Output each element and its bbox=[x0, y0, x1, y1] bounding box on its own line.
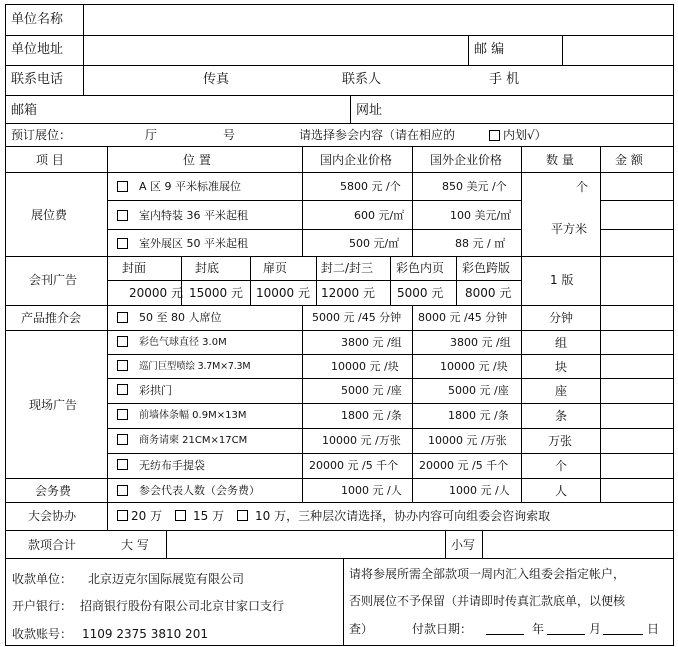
pay-day-field[interactable] bbox=[603, 618, 643, 635]
booth-row-2-name: 室内特装 36 平米起租 bbox=[139, 209, 248, 222]
pay-day-label: 日 bbox=[647, 622, 660, 636]
onsite-row-5-unit: 万张 bbox=[548, 434, 573, 448]
pay-year-label: 年 bbox=[532, 622, 545, 636]
payee-bank-label: 开户银行： bbox=[12, 599, 73, 613]
unit-address-label: 单位地址 bbox=[11, 42, 64, 57]
onsite-row-1-name: 彩色气球直径 3.0M bbox=[139, 337, 227, 348]
rule bbox=[5, 4, 6, 646]
col-domestic-price: 国内企业价格 bbox=[320, 153, 393, 167]
booth-row-1-name: A 区 9 平米标准展位 bbox=[139, 180, 242, 193]
onsite-row-4-foreign: 1800 元 /条 bbox=[448, 409, 509, 422]
journal-ad-price-1: 20000 元 bbox=[129, 286, 183, 300]
rule bbox=[108, 280, 521, 281]
booth-row-3-foreign: 88 元 / ㎡ bbox=[455, 237, 506, 250]
onsite-row-6-foreign: 20000 元 /5 千个 bbox=[419, 459, 509, 472]
rule bbox=[302, 146, 303, 257]
onsite-row-6-checkbox[interactable] bbox=[117, 459, 128, 470]
rule bbox=[108, 229, 521, 230]
checkbox-sample-icon bbox=[489, 130, 500, 141]
cohost-20w-checkbox[interactable] bbox=[117, 510, 128, 521]
promo-domestic: 5000 元 /45 分钟 bbox=[312, 311, 402, 324]
conference-fee-name: 参会代表人数（会务费） bbox=[139, 484, 260, 497]
fax-label: 传真 bbox=[203, 72, 230, 87]
onsite-row-6-domestic: 20000 元 /5 千个 bbox=[309, 459, 399, 472]
rule bbox=[5, 146, 674, 147]
col-foreign-price: 国外企业价格 bbox=[430, 153, 503, 167]
onsite-row-3-domestic: 5000 元 /座 bbox=[341, 384, 402, 397]
onsite-row-1-checkbox[interactable] bbox=[117, 336, 128, 347]
journal-ad-price-6: 8000 元 bbox=[465, 286, 512, 300]
onsite-row-5-name: 商务请柬 21CM×17CM bbox=[139, 435, 248, 446]
onsite-row-3-foreign: 5000 元 /座 bbox=[448, 384, 509, 397]
journal-ad-header-6: 彩色跨版 bbox=[462, 261, 511, 275]
conference-fee-checkbox[interactable] bbox=[117, 485, 128, 496]
onsite-row-2-domestic: 10000 元 /块 bbox=[331, 360, 399, 373]
col-amount: 金 额 bbox=[615, 153, 643, 167]
rule bbox=[412, 146, 413, 257]
journal-ad-price-4: 12000 元 bbox=[321, 286, 375, 300]
onsite-row-4-domestic: 1800 元 /条 bbox=[341, 409, 402, 422]
rule bbox=[5, 330, 674, 331]
journal-ad-header-3: 扉页 bbox=[263, 261, 288, 275]
promo-unit: 分钟 bbox=[549, 311, 574, 325]
contact-person-label: 联系人 bbox=[342, 72, 382, 87]
rule bbox=[107, 146, 108, 530]
col-quantity: 数 量 bbox=[546, 153, 574, 167]
cohost-15w-checkbox[interactable] bbox=[175, 510, 186, 521]
cohost-15w-label: 15 万 bbox=[193, 509, 225, 523]
rule bbox=[5, 172, 674, 173]
onsite-row-6-name: 无纺布手提袋 bbox=[139, 459, 205, 472]
booth-row-2-foreign: 100 美元/㎡ bbox=[450, 209, 512, 222]
rule bbox=[600, 146, 601, 503]
mobile-label: 手 机 bbox=[489, 72, 520, 87]
rule bbox=[600, 229, 674, 230]
rule bbox=[390, 256, 391, 306]
journal-ad-header-5: 彩色内页 bbox=[396, 261, 445, 275]
journal-ad-header-2: 封底 bbox=[195, 261, 220, 275]
conference-fee-domestic: 1000 元 /人 bbox=[341, 484, 402, 497]
onsite-row-2-unit: 块 bbox=[555, 360, 568, 374]
rule bbox=[108, 428, 674, 429]
booth-row-2-checkbox[interactable] bbox=[117, 210, 128, 221]
total-lower-field[interactable] bbox=[483, 531, 673, 558]
rule bbox=[5, 65, 674, 66]
rule bbox=[108, 200, 521, 201]
promo-label: 产品推介会 bbox=[21, 311, 82, 325]
rule bbox=[5, 478, 674, 479]
selection-instruction-tail: 内划√） bbox=[503, 128, 547, 142]
rule bbox=[108, 453, 674, 454]
journal-ad-price-2: 15000 元 bbox=[189, 286, 243, 300]
notice-line-3: 查） bbox=[349, 622, 374, 636]
conference-fee-label: 会务费 bbox=[35, 484, 72, 498]
contact-phone-label: 联系电话 bbox=[11, 72, 64, 87]
booth-unit-piece: 个 bbox=[576, 180, 589, 194]
payee-unit-value: 北京迈克尔国际展览有限公司 bbox=[88, 572, 245, 586]
onsite-row-6-unit: 个 bbox=[555, 459, 568, 473]
rule bbox=[108, 378, 674, 379]
onsite-row-4-checkbox[interactable] bbox=[117, 409, 128, 420]
rule bbox=[5, 123, 674, 124]
onsite-row-2-foreign: 10000 元 /块 bbox=[440, 360, 508, 373]
unit-address-field[interactable] bbox=[84, 36, 468, 65]
onsite-row-3-unit: 座 bbox=[555, 384, 568, 398]
journal-ad-price-5: 5000 元 bbox=[397, 286, 444, 300]
pay-date-label: 付款日期： bbox=[412, 622, 473, 636]
journal-ad-price-3: 10000 元 bbox=[256, 286, 310, 300]
rule bbox=[521, 146, 522, 503]
journal-ad-header-1: 封面 bbox=[122, 261, 147, 275]
conference-fee-unit: 人 bbox=[555, 484, 568, 498]
email-label: 邮箱 bbox=[11, 103, 38, 118]
rule bbox=[600, 200, 674, 201]
onsite-row-4-name: 前墙体条幅 0.9M×13M bbox=[139, 410, 247, 421]
rule bbox=[108, 354, 674, 355]
rule bbox=[5, 502, 674, 503]
rule bbox=[468, 35, 469, 66]
unit-name-field[interactable] bbox=[84, 5, 673, 35]
cohost-10w-checkbox[interactable] bbox=[237, 510, 248, 521]
onsite-row-4-unit: 条 bbox=[555, 409, 568, 423]
email-field[interactable] bbox=[60, 96, 350, 123]
payee-unit-label: 收款单位： bbox=[12, 572, 73, 586]
rule bbox=[5, 256, 674, 257]
booth-row-1-domestic: 5800 元 /个 bbox=[340, 180, 401, 193]
cohost-10w-label: 10 万，三种层次请选择，协办内容可向组委会咨询索取 bbox=[255, 509, 551, 523]
onsite-row-1-domestic: 3800 元 /组 bbox=[341, 336, 402, 349]
payee-bank-value: 招商银行股份有限公司北京甘家口支行 bbox=[80, 599, 285, 613]
total-label: 款项合计 bbox=[28, 538, 77, 552]
payee-account-label: 收款账号： bbox=[12, 627, 73, 641]
booth-row-3-name: 室外展区 50 平米起租 bbox=[139, 237, 248, 250]
rule bbox=[5, 645, 674, 646]
website-field[interactable] bbox=[400, 96, 673, 123]
col-item: 项 目 bbox=[36, 153, 64, 167]
total-upper-field[interactable] bbox=[167, 531, 445, 558]
rule bbox=[673, 4, 674, 646]
unit-name-label: 单位名称 bbox=[11, 12, 64, 27]
payee-account-value: 1109 2375 3810 201 bbox=[82, 627, 208, 641]
journal-ad-header-4: 封二/封三 bbox=[321, 261, 374, 275]
postcode-field[interactable] bbox=[563, 36, 673, 65]
onsite-row-1-unit: 组 bbox=[555, 336, 568, 350]
onsite-ad-label: 现场广告 bbox=[29, 398, 78, 412]
promo-checkbox[interactable] bbox=[117, 312, 128, 323]
rule bbox=[5, 305, 674, 306]
onsite-row-5-domestic: 10000 元 /万张 bbox=[322, 434, 401, 447]
booth-row-2-domestic: 600 元/㎡ bbox=[354, 209, 405, 222]
onsite-row-2-checkbox[interactable] bbox=[117, 360, 128, 371]
booking-label: 预订展位： bbox=[11, 128, 72, 142]
rule bbox=[302, 305, 303, 503]
pay-year-field[interactable] bbox=[486, 618, 524, 635]
onsite-row-2-name: 巡门巨型喷绘 3.7M×7.3M bbox=[139, 361, 251, 372]
cohost-label: 大会协办 bbox=[28, 509, 77, 523]
promo-foreign: 8000 元 /45 分钟 bbox=[418, 311, 508, 324]
booth-fee-label: 展位费 bbox=[31, 208, 68, 222]
booth-row-3-domestic: 500 元/㎡ bbox=[349, 237, 400, 250]
notice-line-2: 否则展位不予保留（并请即时传真汇款底单，以便核 bbox=[349, 594, 626, 608]
col-position: 位 置 bbox=[183, 153, 211, 167]
rule bbox=[343, 558, 344, 646]
total-upper-label: 大 写 bbox=[121, 538, 149, 552]
pay-month-label: 月 bbox=[589, 622, 602, 636]
onsite-row-3-name: 彩拱门 bbox=[139, 384, 172, 397]
booth-number-label: 号 bbox=[223, 128, 236, 142]
hall-label: 厅 bbox=[145, 128, 158, 142]
selection-instruction: 请选择参会内容（请在相应的 bbox=[299, 128, 456, 142]
journal-ad-unit: 1 版 bbox=[550, 273, 574, 287]
rule bbox=[250, 256, 251, 306]
rule bbox=[412, 305, 413, 503]
booth-row-1-checkbox[interactable] bbox=[117, 181, 128, 192]
onsite-row-5-checkbox[interactable] bbox=[117, 434, 128, 445]
booth-row-1-foreign: 850 美元 /个 bbox=[442, 180, 507, 193]
onsite-row-1-foreign: 3800 元 /组 bbox=[450, 336, 511, 349]
website-label: 网址 bbox=[356, 103, 383, 118]
postcode-label: 邮 编 bbox=[474, 42, 505, 57]
rule bbox=[5, 558, 674, 559]
journal-ad-label: 会刊广告 bbox=[29, 273, 78, 287]
promo-name: 50 至 80 人席位 bbox=[139, 311, 222, 324]
booth-row-3-checkbox[interactable] bbox=[117, 238, 128, 249]
onsite-row-3-checkbox[interactable] bbox=[117, 384, 128, 395]
pay-month-field[interactable] bbox=[547, 618, 585, 635]
notice-line-1: 请将参展所需全部款项一周内汇入组委会指定帐户， bbox=[349, 567, 626, 581]
onsite-row-5-foreign: 10000 元 /万张 bbox=[428, 434, 507, 447]
rule bbox=[350, 95, 351, 124]
rule bbox=[316, 256, 317, 306]
rule bbox=[456, 256, 457, 306]
total-lower-label: 小写 bbox=[451, 538, 476, 552]
booth-unit-sqm: 平方米 bbox=[551, 222, 588, 236]
rule bbox=[445, 530, 446, 559]
cohost-20w-label: 20 万 bbox=[131, 509, 163, 523]
rule bbox=[108, 403, 674, 404]
conference-fee-foreign: 1000 元 /人 bbox=[449, 484, 510, 497]
